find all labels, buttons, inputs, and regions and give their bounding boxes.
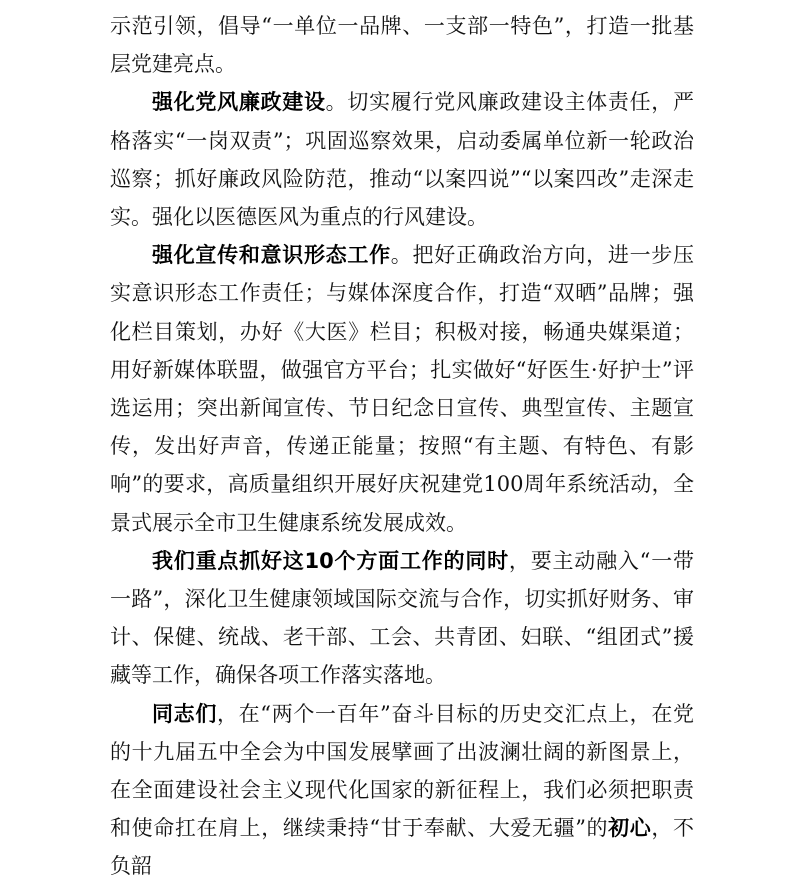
paragraph-text: 。把好正确政治方向，进一步压实意识形态工作责任；与媒体深度合作，打造“双晒”品牌；强化栏目策划，办好《大医》栏目；积极对接，畅通央媒渠道；用好新媒体联盟，做强官方平台；扎实做好“好医生·好护士”评选运用；突出新闻宣传、节日纪念日宣传、典型宣传、主题宣传，发出好声音，传递正能量；按照“有主题、有特色、有影响”的要求，高质量组织开展好庆祝建党100周年系统活动，全景式展示全市卫生健康系统发展成效。 xyxy=(110,243,695,535)
paragraph-tail-text: ，不负韶 xyxy=(110,816,695,879)
paragraph-text: 。切实履行党风廉政建设主体责任，严格落实“一岗双责”；巩固巡察效果，启动委属单位新一轮政治巡察；抓好廉政风险防范，推动“以案四说”“以案四改”走深走实。强化以医德医风为重点的行风建设。 xyxy=(110,90,695,230)
paragraph-party-integrity xyxy=(110,83,694,236)
paragraph-text: ，在“两个一百年”奋斗目标的历史交汇点上，在党的十九届五中全会为中国发展擘画了出波澜壮阔的新图景上，在全面建设社会主义现代化国家的新征程上，我们必须把职责和使命扛在肩上，继续秉持“甘于奉献、大爱无疆”的 xyxy=(110,701,694,841)
paragraph-text: 示范引领，倡导“一单位一品牌、一支部一特色”，打造一批基层党建亮点。 xyxy=(110,14,694,77)
paragraph-text: ，要主动融入“一带一路”，深化卫生健康领域国际交流与合作，切实抓好财务、审计、保健、统战、老干部、工会、共青团、妇联、“组团式”援藏等工作，确保各项工作落实落地。 xyxy=(110,548,694,688)
paragraph-heading: 强化宣传和意识形态工作 xyxy=(152,243,391,268)
paragraph-heading: 我们重点抓好这10个方面工作的同时 xyxy=(152,548,509,573)
document-body xyxy=(110,7,694,886)
paragraph-continuation xyxy=(110,7,694,83)
emphasis-text: 初心 xyxy=(608,816,652,841)
paragraph-publicity-ideology xyxy=(110,236,694,542)
paragraph-comrades xyxy=(110,695,694,886)
paragraph-other-work xyxy=(110,542,694,695)
paragraph-heading: 同志们 xyxy=(152,701,217,726)
paragraph-heading: 强化党风廉政建设 xyxy=(152,90,326,115)
